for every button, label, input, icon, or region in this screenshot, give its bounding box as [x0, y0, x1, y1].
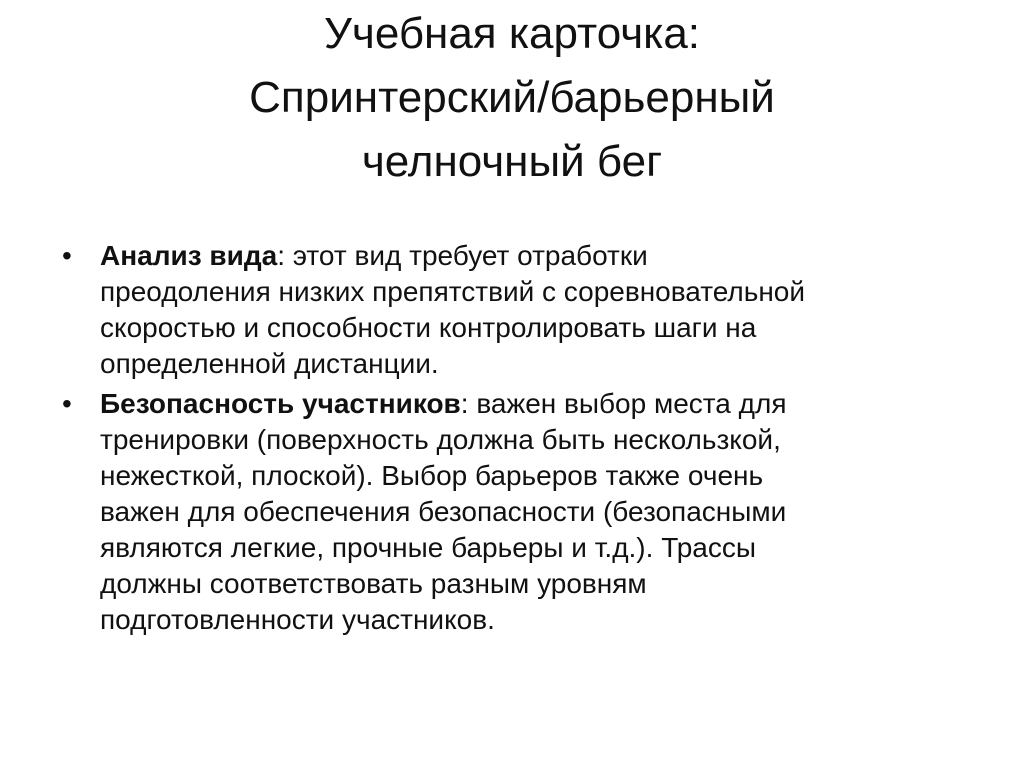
bullet-lead-text: Безопасность участников	[100, 388, 461, 419]
title-line-1: Учебная карточка:	[323, 9, 701, 58]
title-line-2: Спринтерский/барьерный	[249, 73, 775, 122]
bullet-line: определенной дистанции.	[100, 348, 439, 379]
bullet-first-line	[100, 386, 976, 422]
slide-title	[60, 2, 964, 194]
bullet-line: должны соответствовать разным уровням	[100, 568, 647, 599]
bullet-line: важен для обеспечения безопасности (безопасными	[100, 496, 787, 527]
bullet-line: скоростью и способности контролировать шаги на	[100, 312, 757, 343]
bullet-line: нежесткой, плоской). Выбор барьеров также очень	[100, 460, 764, 491]
bullet-text: : этот вид требует отработки	[277, 240, 648, 271]
bullet-line: являются легкие, прочные барьеры и т.д.). Трассы	[100, 532, 756, 563]
bullet-item-species-analysis	[56, 238, 976, 382]
bullet-marker: •	[62, 240, 72, 271]
bullet-line: тренировки (поверхность должна быть нескользкой,	[100, 424, 781, 455]
bullet-line: преодоления низких препятствий с соревновательной	[100, 276, 806, 307]
bullet-text: : важен выбор места для	[460, 388, 787, 419]
bullet-list	[56, 238, 976, 642]
title-line-3: челночный бег	[361, 137, 663, 186]
bullet-line: подготовленности участников.	[100, 604, 495, 635]
bullet-lead-text: Анализ вида	[100, 240, 278, 271]
bullet-marker: •	[62, 388, 72, 419]
bullet-first-line	[100, 238, 976, 274]
bullet-item-participant-safety	[56, 386, 976, 638]
